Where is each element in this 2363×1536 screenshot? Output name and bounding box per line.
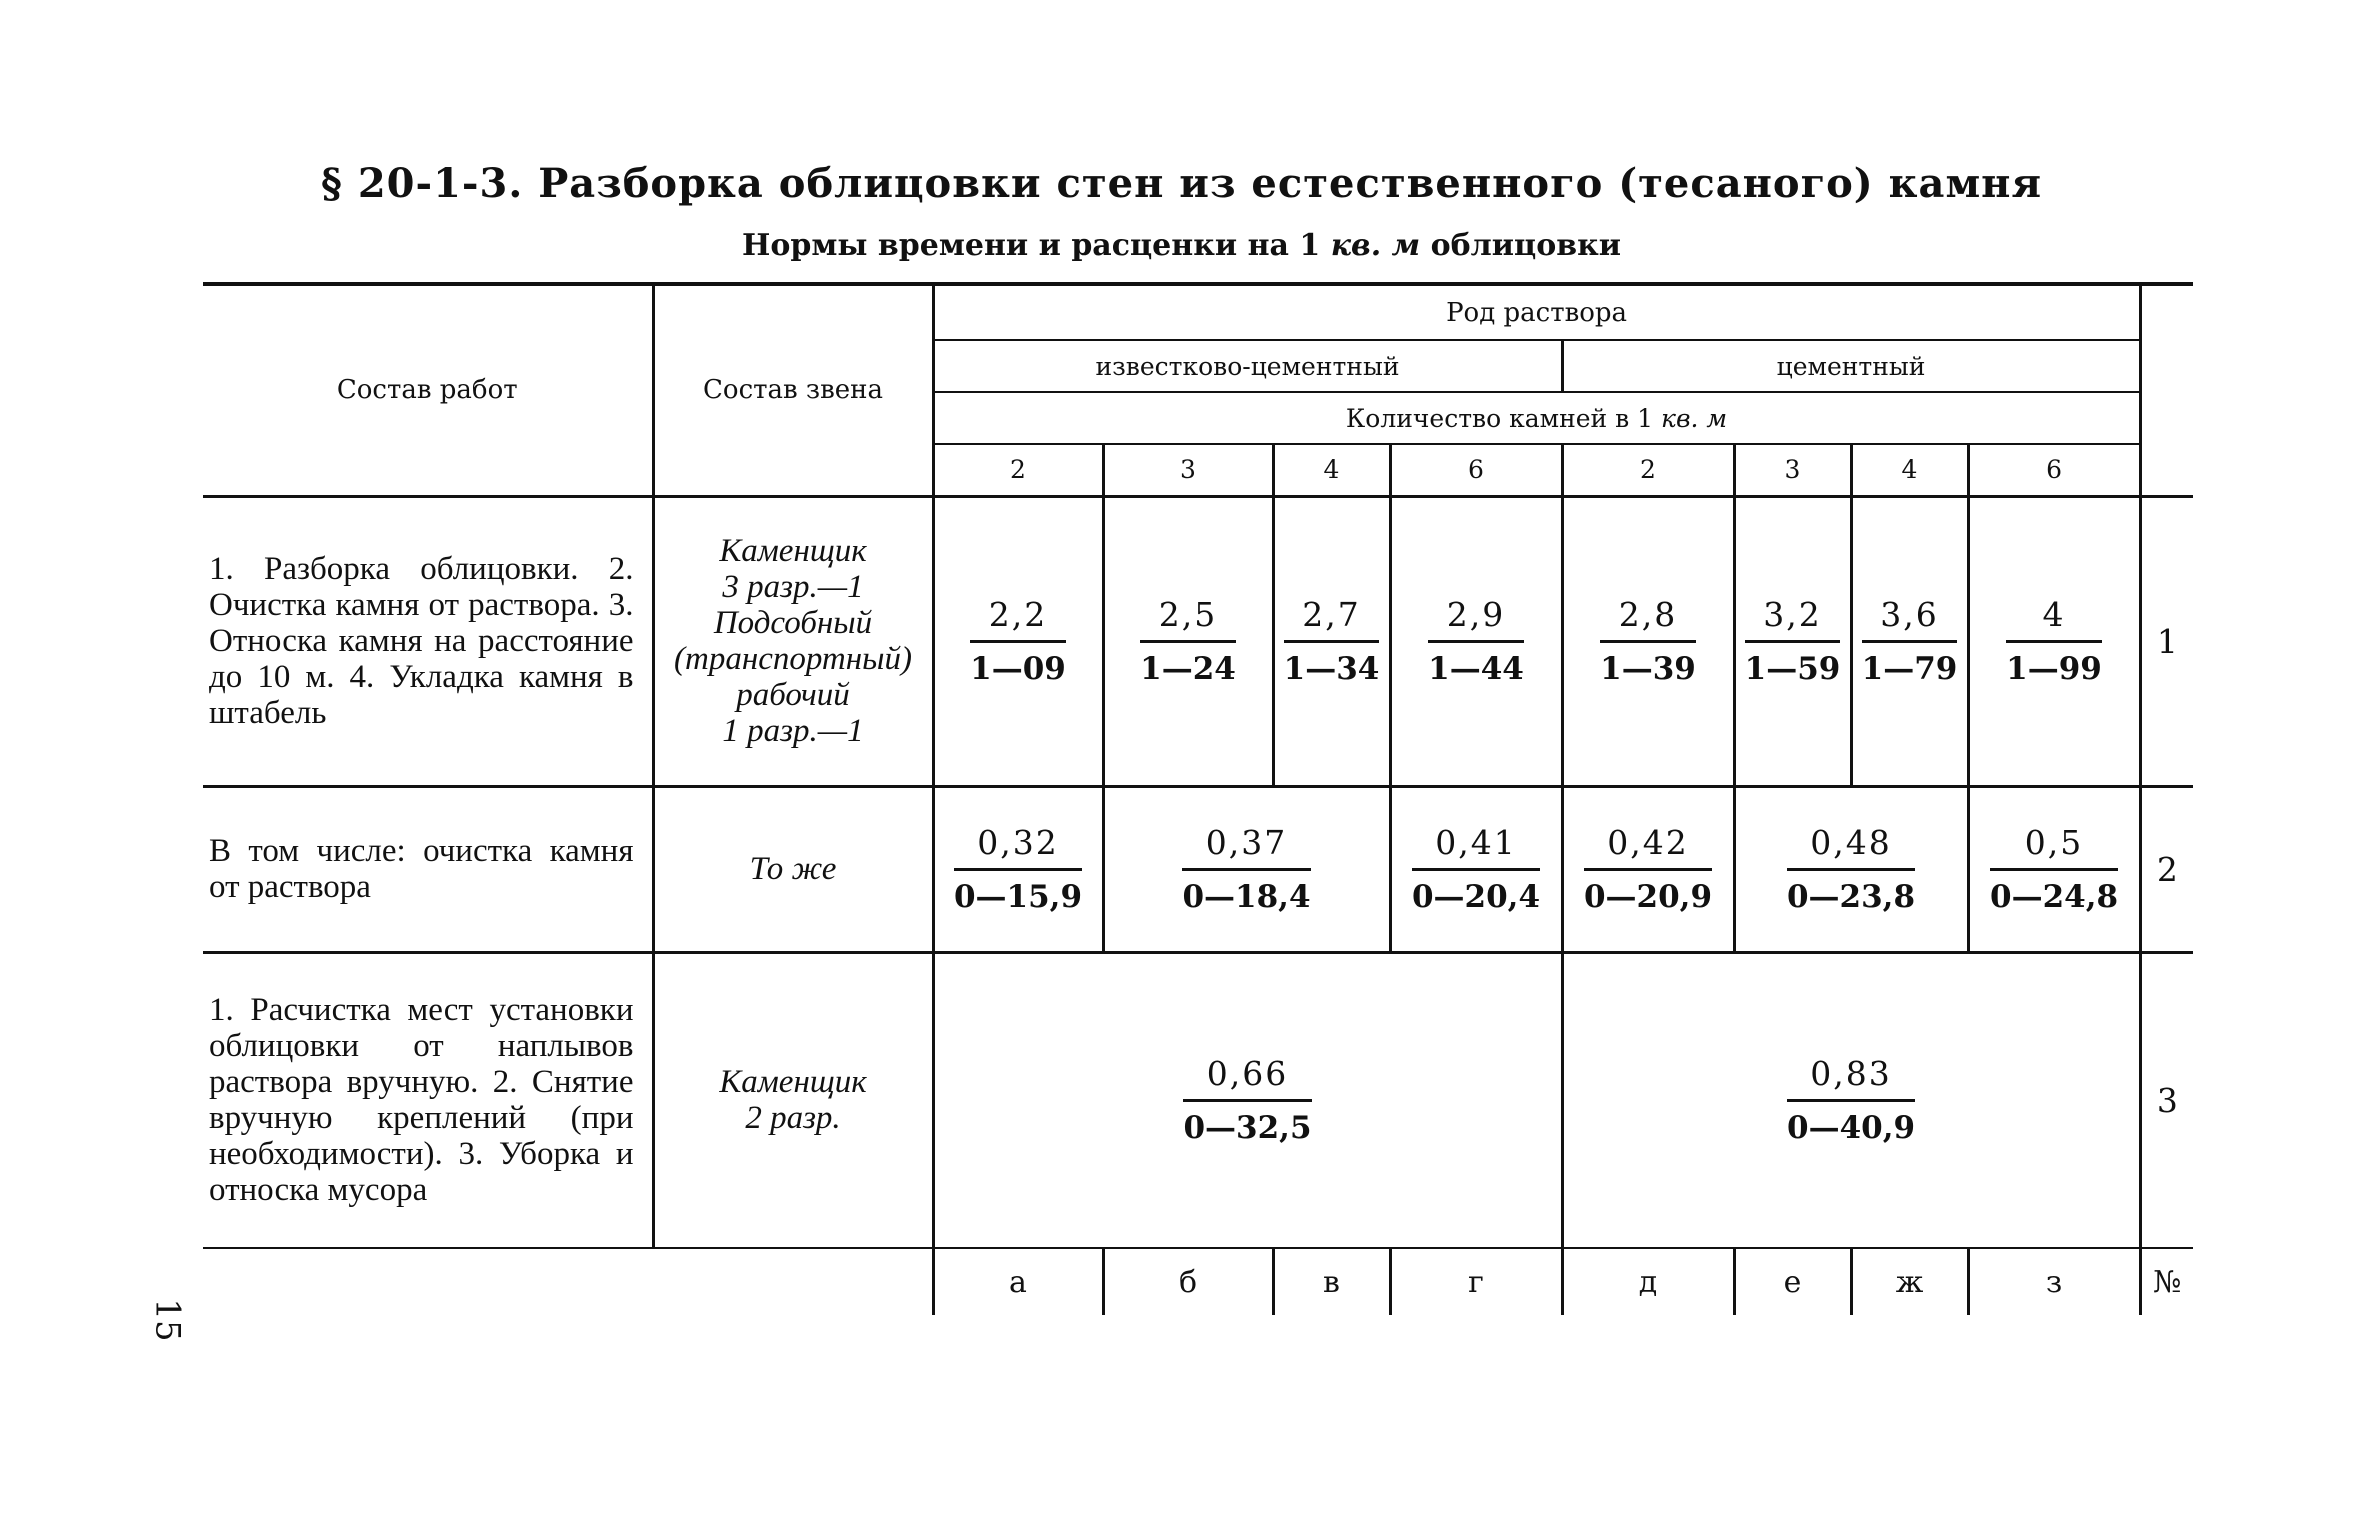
table-subtitle [0, 228, 2363, 263]
work-description: 1. Разборка облицовки. 2. Очистка камня от раствора. 3. Относка камня на расстояние до 10 м. 4. Укладка камня в штабель [203, 496, 653, 786]
norm-cell [1734, 496, 1851, 786]
row-number: 2 [2140, 786, 2193, 952]
column-letter: е [1734, 1248, 1851, 1315]
norm-cell [933, 496, 1103, 786]
table-row [203, 952, 2193, 1248]
section-title: § 20-1-3. Разборка облицовки стен из естественного (тесаного) камня [320, 160, 2043, 207]
norm-cell [1390, 786, 1562, 952]
stone-count-cell: 3 [1734, 444, 1851, 496]
column-letter: ж [1851, 1248, 1968, 1315]
team-line: Подсобный [713, 605, 873, 641]
stone-count-cell: 2 [1562, 444, 1734, 496]
norms-table [203, 282, 2193, 1315]
team-line: Каменщик [719, 1064, 867, 1101]
column-letter: з [1968, 1248, 2140, 1315]
subtitle-unit: кв. м [1330, 228, 1421, 263]
norm-time: 0,5 [1990, 823, 2118, 871]
norm-time: 2,7 [1284, 595, 1380, 643]
norm-time: 0,41 [1412, 823, 1540, 871]
norm-time: 3,6 [1862, 595, 1958, 643]
norm-rate: 1—79 [1861, 651, 1958, 687]
norm-rate: 0—32,5 [1183, 1110, 1312, 1147]
norm-cell [933, 952, 1562, 1248]
footer-blank [203, 1248, 653, 1315]
team-line: 1 разр.—1 [722, 713, 864, 749]
norm-rate: 1—24 [1140, 651, 1236, 687]
norm-rate: 0—23,8 [1786, 879, 1916, 915]
subtitle-tail: облицовки [1430, 228, 1621, 263]
column-letter: г [1390, 1248, 1562, 1315]
norm-time: 0,42 [1584, 823, 1712, 871]
column-letters-row [203, 1248, 2193, 1315]
table-row [203, 786, 2193, 952]
norm-time: 2,9 [1428, 595, 1524, 643]
norm-rate: 1—59 [1744, 651, 1841, 687]
row-number: 1 [2140, 496, 2193, 786]
norm-time: 0,83 [1787, 1054, 1915, 1102]
norm-cell [1562, 952, 2140, 1248]
norm-time: 2,2 [970, 595, 1066, 643]
norm-rate: 1—44 [1428, 651, 1524, 687]
norm-cell [1734, 786, 1968, 952]
norm-rate: 1—99 [2006, 651, 2102, 687]
norm-cell [1103, 786, 1390, 952]
stone-count-cell: 4 [1273, 444, 1390, 496]
team-line: Каменщик [719, 533, 867, 569]
norm-rate: 0—20,9 [1583, 879, 1713, 915]
table-row [203, 496, 2193, 786]
header-stone-count [933, 392, 2140, 444]
norm-time: 0,48 [1787, 823, 1915, 871]
norm-cell [1968, 496, 2140, 786]
team-line: (транспортный) рабочий [674, 641, 912, 713]
stone-count-cell: 2 [933, 444, 1103, 496]
header-work-composition: Состав работ [203, 284, 653, 496]
norm-rate: 0—20,4 [1411, 879, 1541, 915]
stone-count-cell: 4 [1851, 444, 1968, 496]
norm-cell [1562, 496, 1734, 786]
column-letter: а [933, 1248, 1103, 1315]
header-team-composition: Состав звена [653, 284, 933, 496]
norm-cell [1103, 496, 1273, 786]
stone-count-cell: 6 [1968, 444, 2140, 496]
stone-count-unit: кв. м [1661, 403, 1728, 433]
norm-cell [1968, 786, 2140, 952]
norm-time: 2,5 [1140, 595, 1236, 643]
team-line: 2 разр. [745, 1100, 841, 1137]
subtitle-text: Нормы времени и расценки на 1 [742, 228, 1321, 263]
column-letter: в [1273, 1248, 1390, 1315]
norm-time: 0,32 [954, 823, 1082, 871]
team-description [653, 496, 933, 786]
norm-cell [1851, 496, 1968, 786]
norm-time: 0,66 [1183, 1054, 1311, 1102]
norm-cell [1562, 786, 1734, 952]
work-description: В том числе: очистка камня от раствора [203, 786, 653, 952]
norm-rate: 0—15,9 [953, 879, 1083, 915]
row-number: 3 [2140, 952, 2193, 1248]
header-row-number-blank [2140, 284, 2193, 496]
column-letter: б [1103, 1248, 1273, 1315]
header-cement: цементный [1562, 340, 2140, 392]
norm-time: 3,2 [1745, 595, 1841, 643]
norm-cell [1390, 496, 1562, 786]
footer-blank [653, 1248, 933, 1315]
norm-time: 4 [2006, 595, 2102, 643]
header-lime-cement: известково-цементный [933, 340, 1562, 392]
norm-time: 2,8 [1600, 595, 1696, 643]
stone-count-cell: 3 [1103, 444, 1273, 496]
column-number-label: № [2140, 1248, 2193, 1315]
stone-count-cell: 6 [1390, 444, 1562, 496]
team-line: 3 разр.—1 [722, 569, 864, 605]
stone-count-label: Количество камней в 1 [1345, 403, 1654, 433]
norm-rate: 1—39 [1600, 651, 1696, 687]
norm-time: 0,37 [1182, 823, 1310, 871]
norm-rate: 0—24,8 [1990, 879, 2119, 915]
norm-rate: 1—09 [970, 651, 1066, 687]
norm-cell [933, 786, 1103, 952]
team-description [653, 952, 933, 1248]
work-description: 1. Расчистка мест установки облицовки от наплывов раствора вручную. 2. Снятие вручную креплений (при необходимости). 3. Уборка и относка мусора [203, 952, 653, 1248]
page-number: 15 [147, 1298, 188, 1342]
team-description: То же [653, 786, 933, 952]
norm-rate: 0—18,4 [1182, 879, 1311, 915]
norm-rate: 1—34 [1283, 651, 1380, 687]
column-letter: д [1562, 1248, 1734, 1315]
norm-rate: 0—40,9 [1787, 1110, 1916, 1147]
norm-cell [1273, 496, 1390, 786]
header-mortar-type: Род раствора [933, 284, 2140, 340]
